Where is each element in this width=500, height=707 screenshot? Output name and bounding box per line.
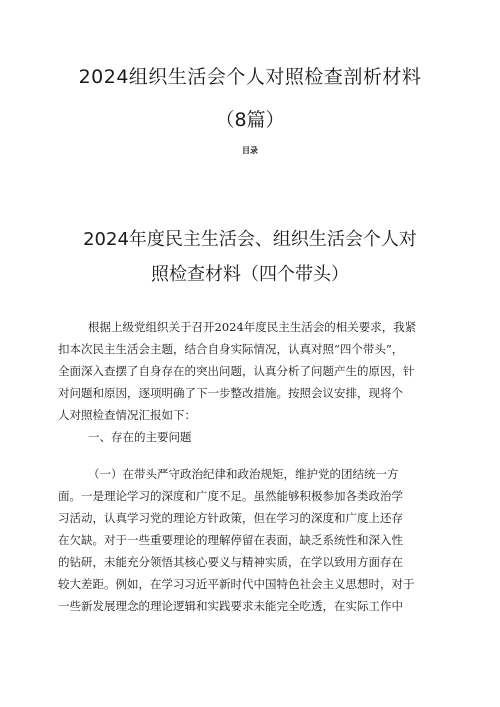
body-text-line: 在欠缺。对于一些重要理论的理解停留在表面，缺乏系统性和深入性 [58, 533, 403, 547]
section-title-line: 2024年度民主生活会、组织生活会个人对 [83, 229, 417, 250]
body-text-line: （一）在带头严守政治纪律和政治规矩，维护党的团结统一方 [88, 467, 399, 481]
document-subtitle: （8篇） [215, 109, 285, 131]
body-text-line: 对问题和原因，逐项明确了下一步整改措施。按照会议安排，现将个 [58, 386, 403, 400]
body-text-line: 全面深入查摆了自身存在的突出问题，认真分析了问题产生的原因，针 [58, 364, 415, 378]
body-text-line: 根据上级党组织关于召开2024年度民主生活会的相关要求，我紧 [88, 320, 417, 334]
body-text-line: 扣本次民主生活会主题，结合自身实际情况，认真对照“四个带头”， [58, 342, 404, 356]
body-text-line: 较大差距。例如，在学习习近平新时代中国特色社会主义思想时，对于 [58, 577, 415, 591]
toc-label: 目录 [242, 146, 258, 155]
document-title: 2024组织生活会个人对照检查剖析材料 [78, 66, 422, 88]
section-title-line: 照检查材料（四个带头） [151, 264, 349, 285]
body-text-line: 习活动，认真学习党的理论方针政策，但在学习的深度和广度上还存 [58, 511, 403, 525]
section-heading: 一、存在的主要问题 [88, 430, 192, 444]
body-text-line: 人对照检查情况汇报如下： [58, 408, 196, 422]
body-text-line: 面。一是理论学习的深度和广度不足。虽然能够积极参加各类政治学 [58, 489, 403, 503]
body-text-line: 的钻研，未能充分领悟其核心要义与精神实质，在学以致用方面存在 [58, 555, 403, 569]
body-text-line: 一些新发展理念的理论逻辑和实践要求未能完全吃透，在实际工作中 [58, 599, 403, 613]
